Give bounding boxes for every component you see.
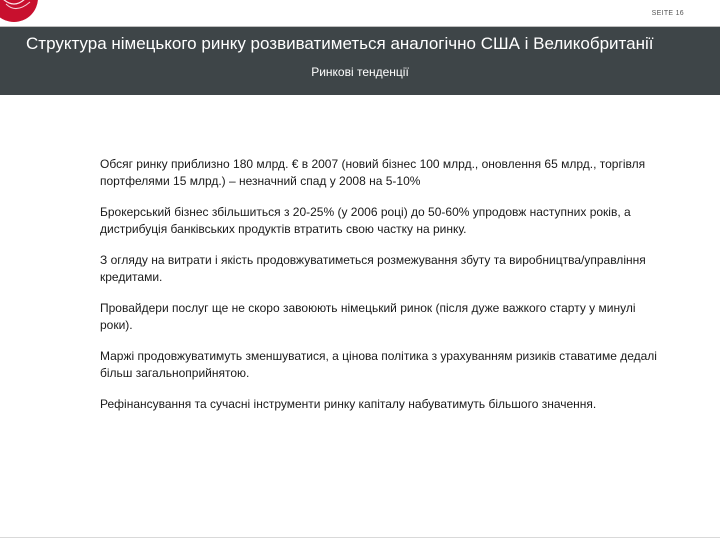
page-number: SEITE 16 [651,10,684,17]
logo-icon [0,0,44,26]
page-title: Структура німецького ринку розвиватиметься аналогічно США і Великобританії [26,34,654,53]
top-bar [0,0,720,27]
bottom-divider [0,537,720,538]
paragraph-brokerage: Брокерський бізнес збільшиться з 20-25% (у 2006 році) до 50-60% упродовж наступних років, а дистрибуція банківських продуктів втратить свою частку на ринку. [100,205,631,236]
header-band [0,27,720,95]
paragraph-service-providers: Провайдери послуг ще не скоро завоюють німецький ринок (після дуже важкого старту у минулі роки). [100,301,636,332]
content-body [100,156,660,427]
paragraph-market-volume: Обсяг ринку приблизно 180 млрд. € в 2007 (новий бізнес 100 млрд., оновлення 65 млрд., торгівля портфелями 15 млрд.) – незначний спад у 2008 на 5-10% [100,157,646,188]
paragraph-refinancing: Рефінансування та сучасні інструменти ринку капіталу набуватимуть більшого значення. [100,397,597,411]
paragraph-separation: З огляду на витрати і якість продовжуватиметься розмежування збуту та виробництва/управління кредитами. [100,253,646,284]
page-subtitle: Ринкові тенденції [311,65,409,79]
paragraph-margins: Маржі продовжуватимуть зменшуватися, а цінова політика з урахуванням ризиків ставатиме дедалі більш загальноприйнятою. [100,349,657,380]
